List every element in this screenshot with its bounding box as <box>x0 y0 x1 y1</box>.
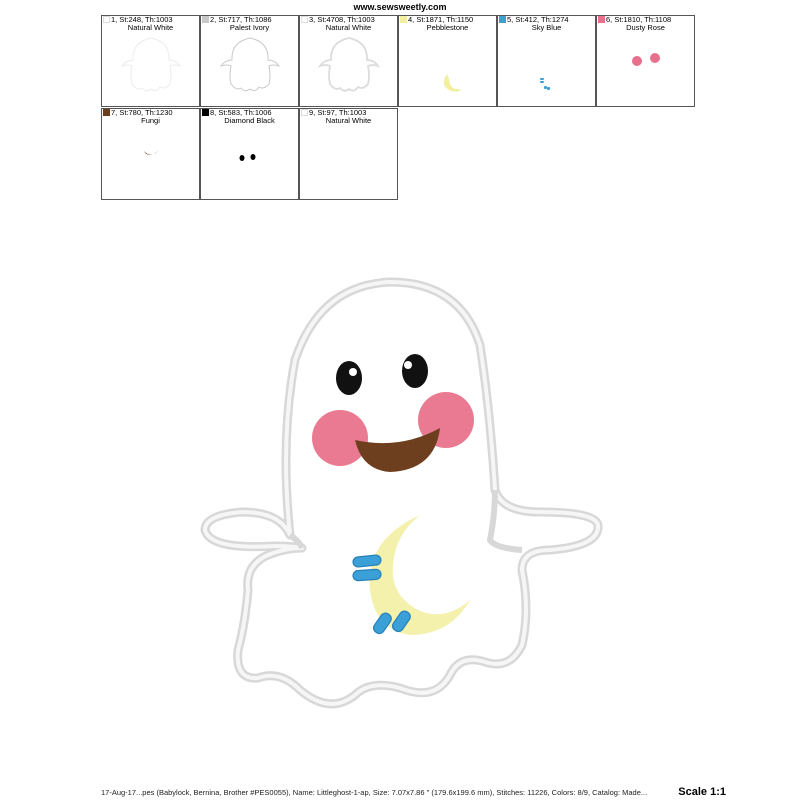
swatch-label: 2, St:717, Th:1086 <box>210 15 272 24</box>
color-chip <box>202 16 209 23</box>
swatch-label: 6, St:1810, Th:1108 <box>606 15 672 24</box>
color-chip <box>499 16 506 23</box>
swatch-cell-9 <box>299 108 398 200</box>
scale-label: Scale 1:1 <box>678 786 726 798</box>
swatch-name: Natural White <box>325 23 372 32</box>
color-chip <box>301 16 308 23</box>
color-chip <box>103 109 110 116</box>
color-chip <box>598 16 605 23</box>
swatch-name: Natural White <box>325 116 372 125</box>
left-cheek <box>312 410 368 466</box>
color-chip <box>202 109 209 116</box>
color-chip <box>103 16 110 23</box>
swatch-cell-2 <box>200 15 299 107</box>
swatch-cell-8 <box>200 108 299 200</box>
right-eye <box>402 354 428 388</box>
left-eye <box>336 361 362 395</box>
footer-info: 17-Aug-17...pes (Babylock, Bernina, Brother #PES0055), Name: Littleghost-1-ap, Size: 7.07x7.86 " (179.6x199.6 mm), Stitches: 11226, Colors: 8/9, Catalog: Made... <box>101 788 648 797</box>
ghost-embroidery-preview <box>150 250 650 750</box>
swatch-name: Palest Ivory <box>229 23 270 32</box>
swatch-cell-7 <box>101 108 200 200</box>
ghost-outline <box>205 282 598 704</box>
swatch-label: 5, St:412, Th:1274 <box>507 15 569 24</box>
swatch-cell-4 <box>398 15 497 107</box>
swatch-name: Sky Blue <box>531 23 562 32</box>
swatch-label: 4, St:1871, Th:1150 <box>408 15 474 24</box>
swatch-cell-3 <box>299 15 398 107</box>
swatch-name: Natural White <box>127 23 174 32</box>
color-chip <box>301 109 308 116</box>
swatch-cell-5 <box>497 15 596 107</box>
swatch-name: Diamond Black <box>224 116 275 125</box>
swatch-name: Pebblestone <box>426 23 469 32</box>
swatch-cell-1 <box>101 15 200 107</box>
swatch-name: Dusty Rose <box>626 23 665 32</box>
swatch-label: 9, St:97, Th:1003 <box>309 108 367 117</box>
swatch-name: Fungi <box>141 116 160 125</box>
swatch-label: 7, St:780, Th:1230 <box>111 108 173 117</box>
swatch-label: 1, St:248, Th:1003 <box>111 15 173 24</box>
swatch-cell-6 <box>596 15 695 107</box>
site-url[interactable]: www.sewsweetly.com <box>353 2 447 12</box>
color-swatch-grid <box>101 15 698 201</box>
swatch-label: 3, St:4708, Th:1003 <box>309 15 375 24</box>
color-chip <box>400 16 407 23</box>
swatch-label: 8, St:583, Th:1006 <box>210 108 272 117</box>
